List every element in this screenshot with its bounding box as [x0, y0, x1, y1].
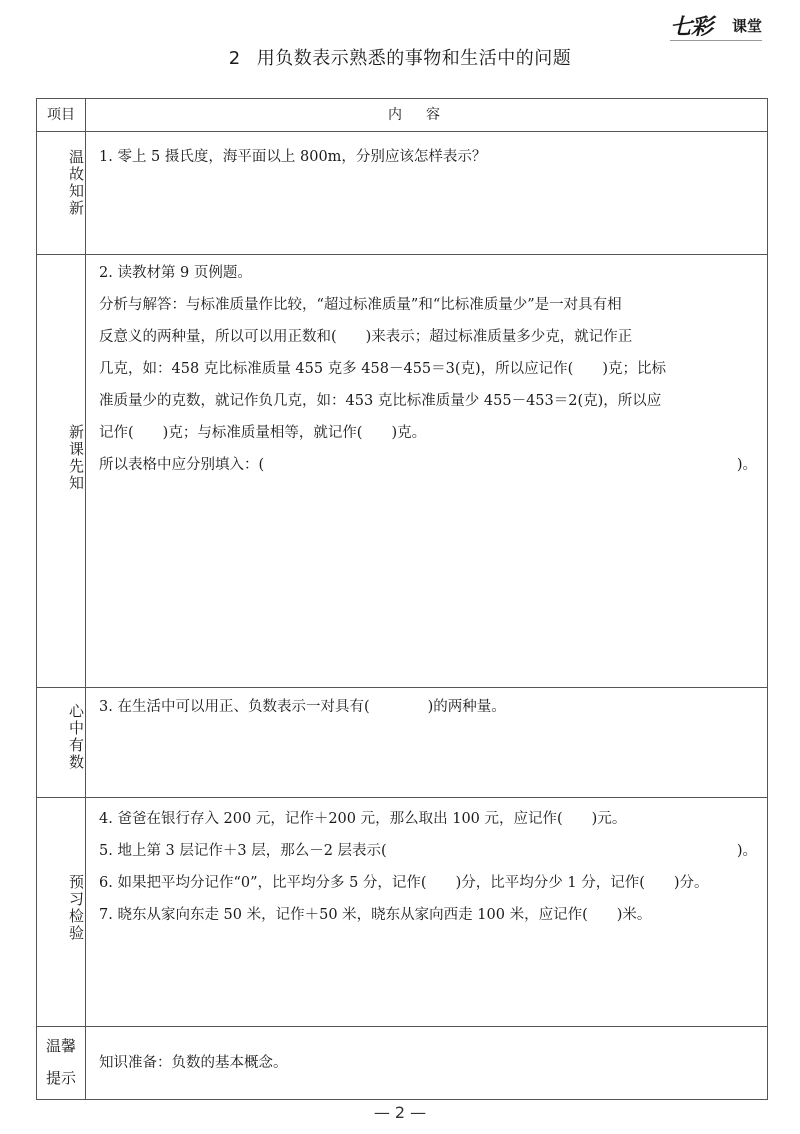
section-new-lesson — [99, 257, 757, 481]
analysis-line-4: 准质量少的克数，就记作负几克，如：453 克比标准质量少 455－453＝2(克)，所以应 — [99, 393, 662, 409]
row-divider — [37, 797, 767, 798]
section-label-tips-1: 温馨 — [45, 1037, 76, 1055]
question-1: 1. 零上 5 摄氏度，海平面以上 800m，分别应该怎样表示？ — [99, 149, 487, 165]
question-3: 3. 在生活中可以用正、负数表示一对具有( )的两种量。 — [99, 699, 506, 715]
analysis-line-2: 反意义的两种量，所以可以用正数和( )来表示；超过标准质量多少克，就记作正 — [99, 329, 633, 345]
section-label-tips-2: 提示 — [45, 1069, 76, 1087]
fill-answer-open: 所以表格中应分别填入：( — [99, 457, 265, 473]
question-5-close: )。 — [736, 843, 757, 859]
section-mind — [99, 691, 757, 723]
page-title — [0, 44, 800, 70]
worksheet-table — [36, 98, 768, 1100]
question-5-text: 5. 地上第 3 层记作＋3 层，那么－2 层表示( — [99, 843, 387, 859]
question-7: 7. 晓东从家向东走 50 米，记作＋50 米，晓东从家向西走 100 米，应记作( )米。 — [99, 907, 652, 923]
row-divider — [37, 254, 767, 255]
lesson-title: 用负数表示熟悉的事物和生活中的问题 — [256, 48, 572, 69]
page-number: — 2 — — [373, 1103, 427, 1122]
section-label-review: 温故知新 — [67, 149, 85, 217]
question-2-title: 2. 读教材第 9 页例题。 — [99, 265, 252, 281]
fill-answer-line — [99, 449, 757, 481]
section-check — [99, 803, 757, 931]
question-4: 4. 爸爸在银行存入 200 元，记作＋200 元，那么取出 100 元，应记作( )元。 — [99, 811, 627, 827]
fill-answer-close: )。 — [736, 457, 757, 473]
brand-logo-mark: 七彩 — [670, 14, 713, 40]
header-item: 项目 — [47, 107, 75, 123]
section-review — [99, 141, 757, 173]
section-tips — [99, 1047, 757, 1079]
row-divider — [37, 131, 767, 132]
section-label-mind: 心中有数 — [67, 703, 85, 771]
column-divider — [85, 99, 86, 1099]
section-label-check: 预习检验 — [67, 874, 85, 942]
analysis-line-3: 几克，如：458 克比标准质量 455 克多 458－455＝3(克)，所以应记作( )克；比标 — [99, 361, 666, 377]
brand-name: 课堂 — [731, 17, 762, 35]
row-divider — [37, 1026, 767, 1027]
tips-text: 知识准备：负数的基本概念。 — [99, 1055, 288, 1071]
analysis-line-1: 分析与解答：与标准质量作比较，“超过标准质量”和“比标准质量少”是一对具有相 — [99, 297, 622, 313]
question-6: 6. 如果把平均分记作“0”，比平均分多 5 分，记作( )分，比平均分少 1 分，记作( )分。 — [99, 875, 709, 891]
section-label-new-lesson: 新课先知 — [67, 424, 85, 492]
lesson-number: 2 — [228, 48, 241, 69]
header-content: 内容 — [388, 107, 464, 123]
question-5 — [99, 835, 757, 867]
brand-logo — [670, 10, 762, 41]
row-divider — [37, 687, 767, 688]
analysis-line-5: 记作( )克；与标准质量相等，就记作( )克。 — [99, 425, 427, 441]
